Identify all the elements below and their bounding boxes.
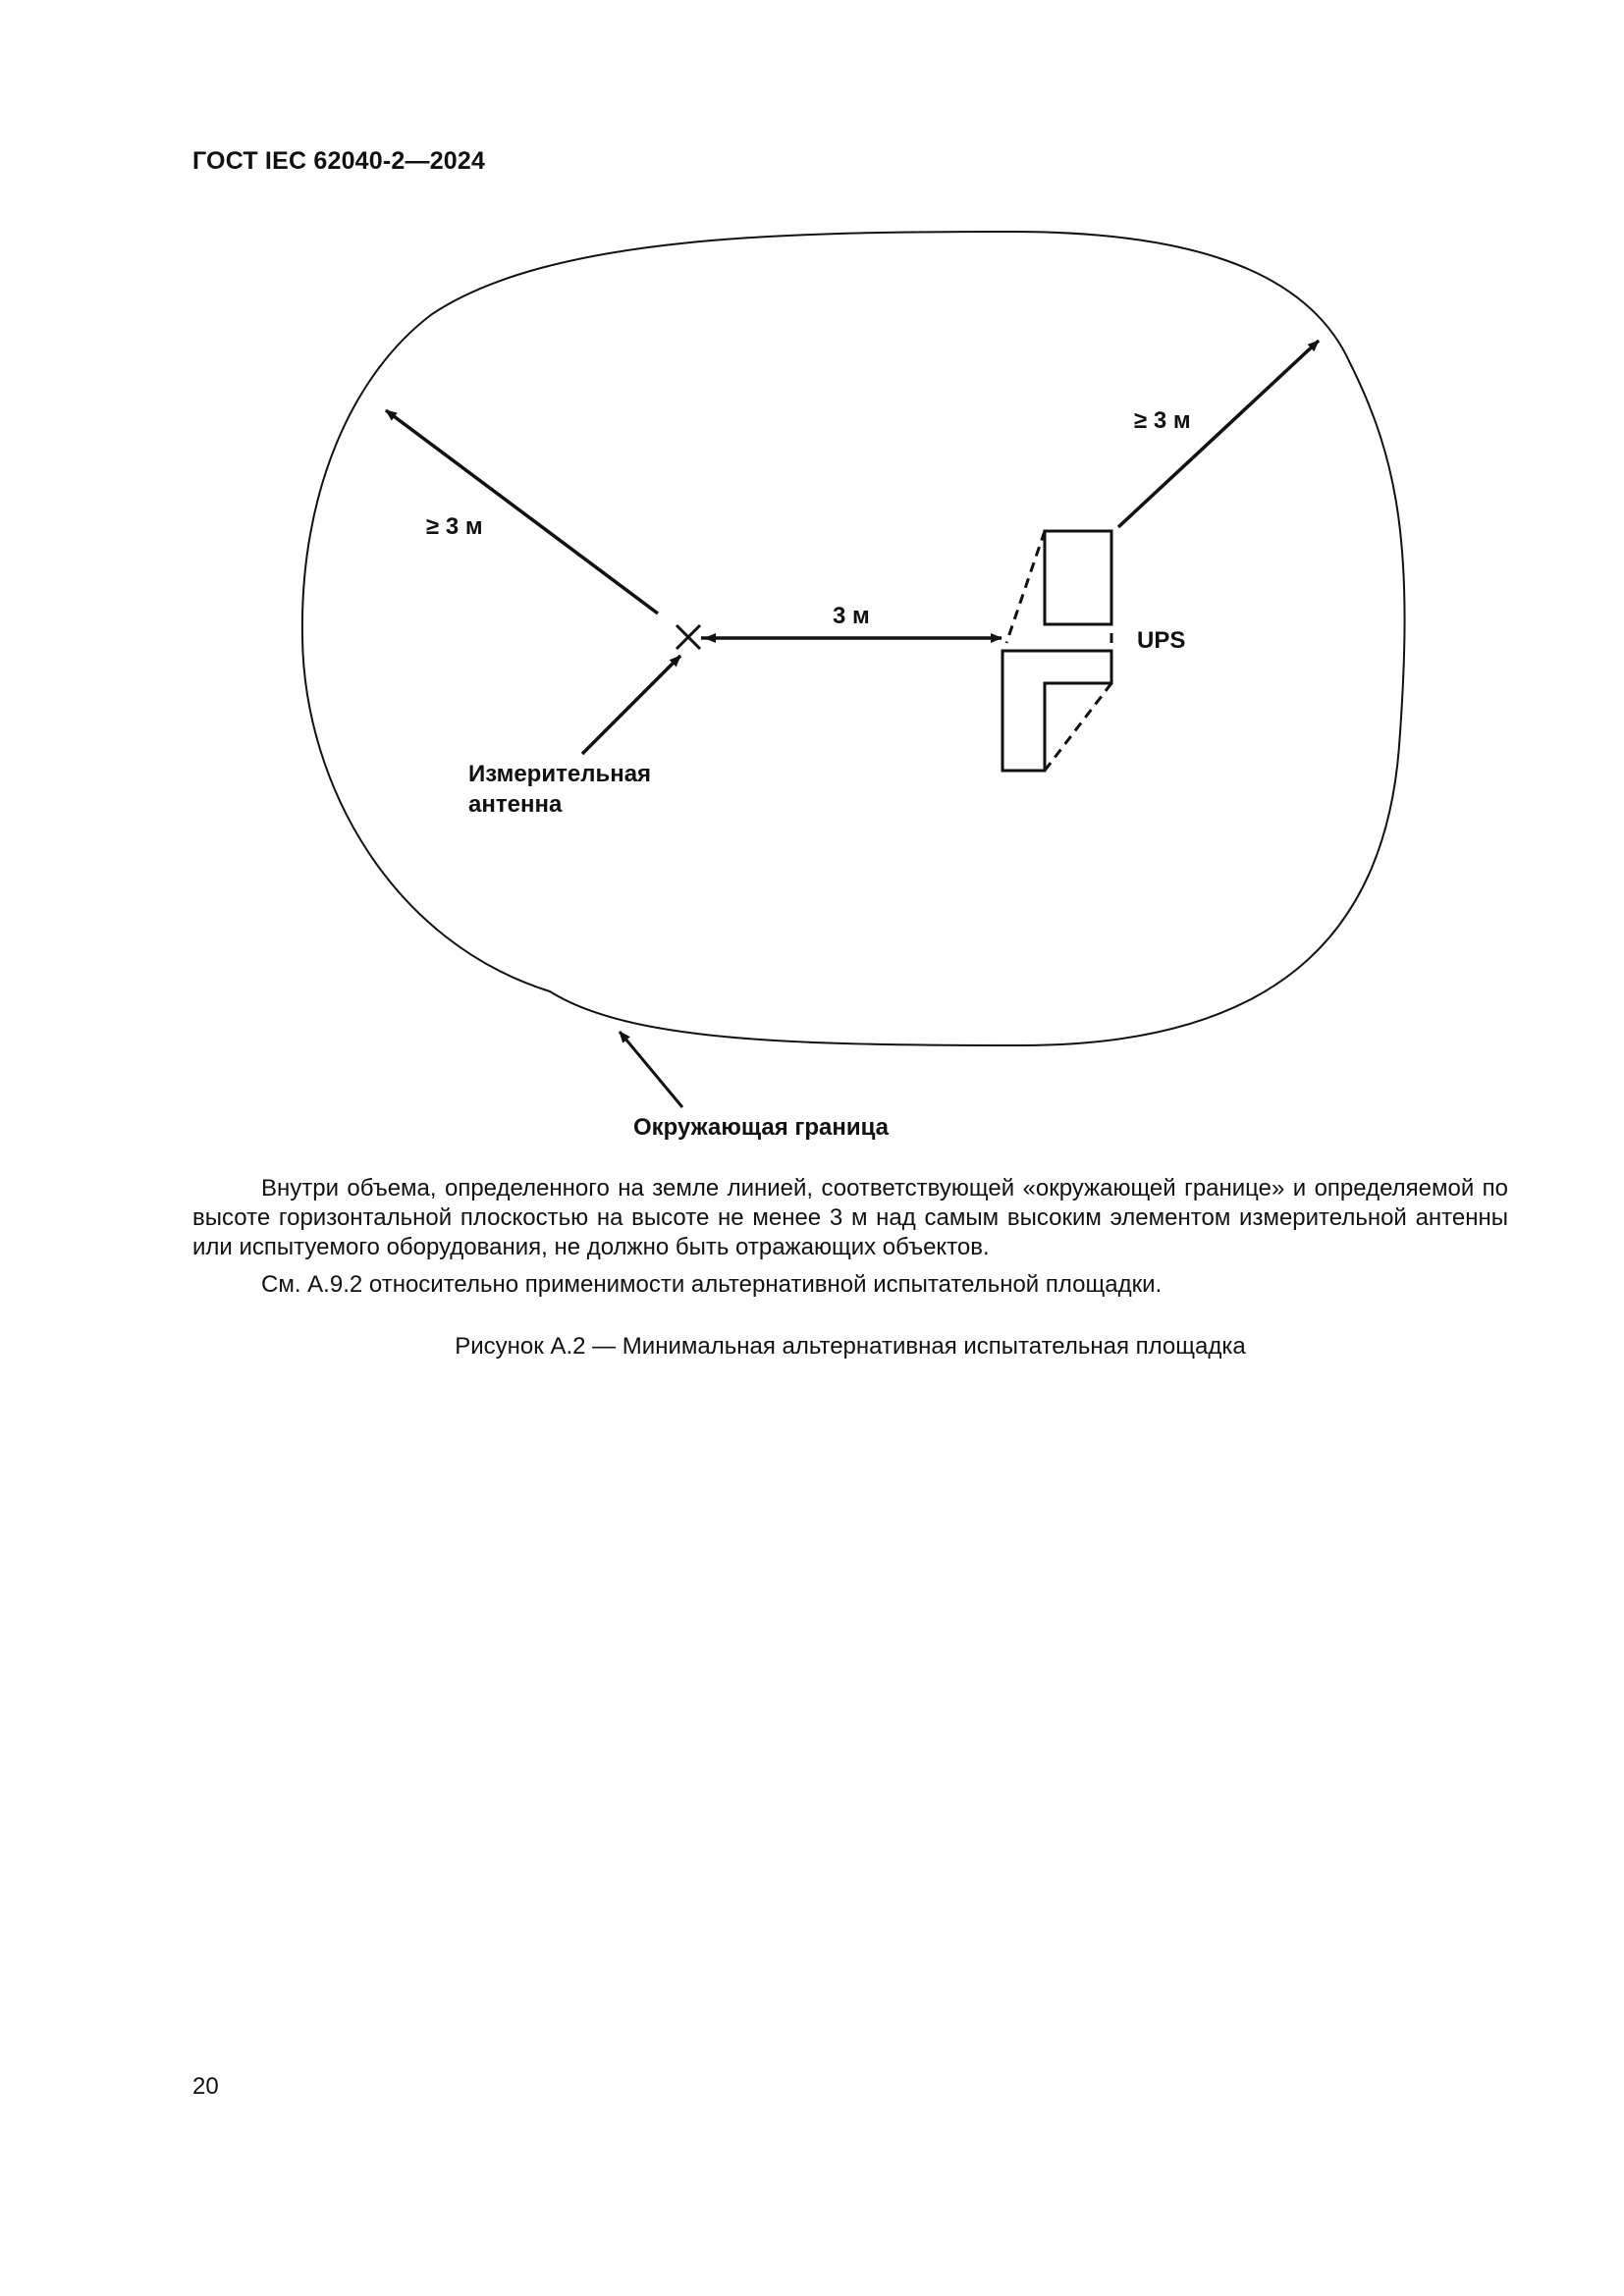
document-header: ГОСТ IEC 62040-2—2024 [192,147,486,175]
body-text [192,1174,1508,1308]
center-distance-label: 3 м [833,603,870,629]
ups-label: UPS [1137,627,1186,654]
page-number: 20 [192,2073,219,2100]
boundary-label: Окружающая граница [633,1114,890,1141]
boundary-pointer-arrow [620,1032,682,1107]
ups-upper-box [1045,531,1111,624]
body-paragraph-2: См. А.9.2 относительно применимости альтернативной испытательной площадки. [261,1271,1163,1298]
figure-caption: Рисунок А.2 — Минимальная альтернативная испытательная площадка [455,1333,1246,1360]
body-paragraph-1: Внутри объема, определенного на земле линией, соответствующей «окружающей границе» и определяемой по высоте горизонтальной плоскостью на высоте не менее 3 м над самым высоким элементом измерительной антенны или испытуемого оборудования, не должно быть отражающих объектов. [192,1175,1508,1260]
antenna-label-line2: антенна [468,791,563,818]
left-distance-label: ≥ 3 м [426,513,483,540]
right-distance-label: ≥ 3 м [1134,407,1191,434]
antenna-label-line1: Измерительная [468,761,652,787]
antenna-cross-icon [677,625,700,649]
antenna-pointer-arrow [582,656,680,754]
